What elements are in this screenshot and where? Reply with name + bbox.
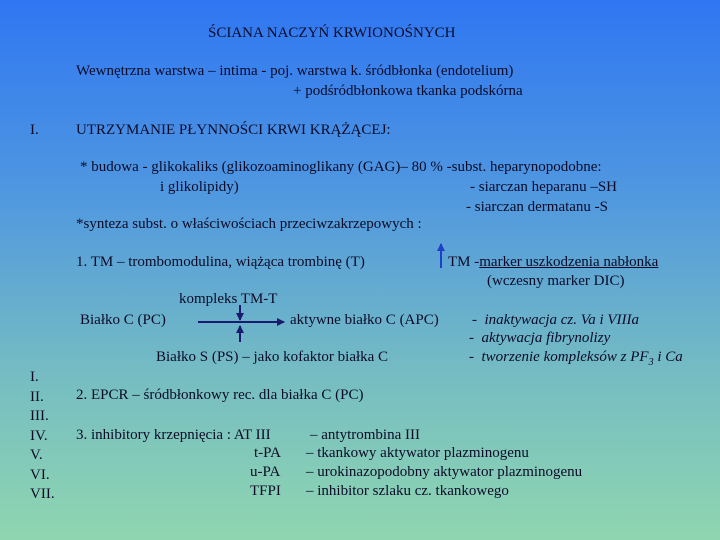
inhibitor-desc: – inhibitor szlaku cz. tkankowego bbox=[306, 483, 509, 499]
protein-c-label: Białko C (PC) bbox=[80, 312, 166, 328]
section-heading: UTRZYMANIE PŁYNNOŚCI KRWI KRĄŻĄCEJ: bbox=[76, 122, 391, 138]
inhibitor-desc: – tkankowy aktywator plazminogenu bbox=[306, 445, 529, 461]
budowa-line-1: * budowa - glikokaliks (glikozoaminoglikany (GAG)– 80 % -subst. heparynopodobne: bbox=[80, 159, 602, 175]
budowa-line-2-left: i glikolipidy) bbox=[160, 179, 239, 195]
numeral-item: VI. bbox=[30, 466, 50, 483]
numeral-item: VII. bbox=[30, 486, 55, 502]
tm-item: 1. TM – trombomodulina, wiążąca trombinę (T) bbox=[76, 254, 365, 270]
numeral-item: IV. bbox=[30, 427, 48, 444]
effect-3-tail: i Ca bbox=[653, 349, 683, 365]
intro-line-1: Wewnętrzna warstwa – intima - poj. warstwa k. śródbłonka (endotelium) bbox=[76, 63, 514, 79]
effect-1-text: inaktywacja cz. Va i VIIIa bbox=[484, 312, 640, 328]
synteza-line: *synteza subst. o właściwościach przeciwzakrzepowych : bbox=[76, 216, 422, 232]
numeral-item: III. bbox=[30, 408, 49, 424]
effect-3-subscript: 3 bbox=[648, 357, 654, 368]
tm-marker-prefix: TM - bbox=[448, 254, 480, 270]
effect-2-dash: - bbox=[469, 330, 474, 346]
apc-label: aktywne białko C (APC) bbox=[290, 312, 439, 328]
effect-2-text: aktywacja fibrynolizy bbox=[481, 330, 611, 346]
page-title: ŚCIANA NACZYŃ KRWIONOŚNYCH bbox=[208, 25, 456, 41]
budowa-line-3-right: - siarczan dermatanu -S bbox=[466, 199, 609, 215]
numeral-item: II. bbox=[30, 388, 44, 405]
tm-marker-underlined: marker uszkodzenia nabłonka bbox=[479, 254, 659, 270]
effect-1-dash: - bbox=[472, 312, 477, 328]
inhibitors-intro: 3. inhibitory krzepnięcia : AT III bbox=[76, 427, 271, 443]
intro-line-2: + podśródbłonkowa tkanka podskórna bbox=[293, 83, 523, 99]
numeral-item: V. bbox=[30, 447, 43, 463]
tm-marker-line-2: (wczesny marker DIC) bbox=[487, 273, 625, 289]
budowa-line-2-right: - siarczan heparanu –SH bbox=[470, 179, 618, 195]
effect-3-text: tworzenie kompleksów z PF bbox=[481, 349, 649, 365]
effect-3-dash: - bbox=[469, 349, 474, 365]
inhibitor-abbr: u-PA bbox=[250, 464, 281, 480]
complex-label: kompleks TM-T bbox=[179, 291, 278, 307]
inhibitor-desc: – urokinazopodobny aktywator plazminogenu bbox=[306, 464, 583, 480]
section-numeral: I. bbox=[30, 122, 39, 138]
protein-s-label: Białko S (PS) – jako kofaktor białka C bbox=[156, 349, 389, 365]
epcr-item: 2. EPCR – śródbłonkowy rec. dla białka C (PC) bbox=[76, 387, 364, 403]
inhibitor-desc: – antytrombina III bbox=[310, 427, 420, 443]
inhibitor-abbr: TFPI bbox=[250, 483, 281, 499]
numeral-item: I. bbox=[30, 369, 39, 385]
inhibitor-abbr: t-PA bbox=[254, 445, 281, 461]
